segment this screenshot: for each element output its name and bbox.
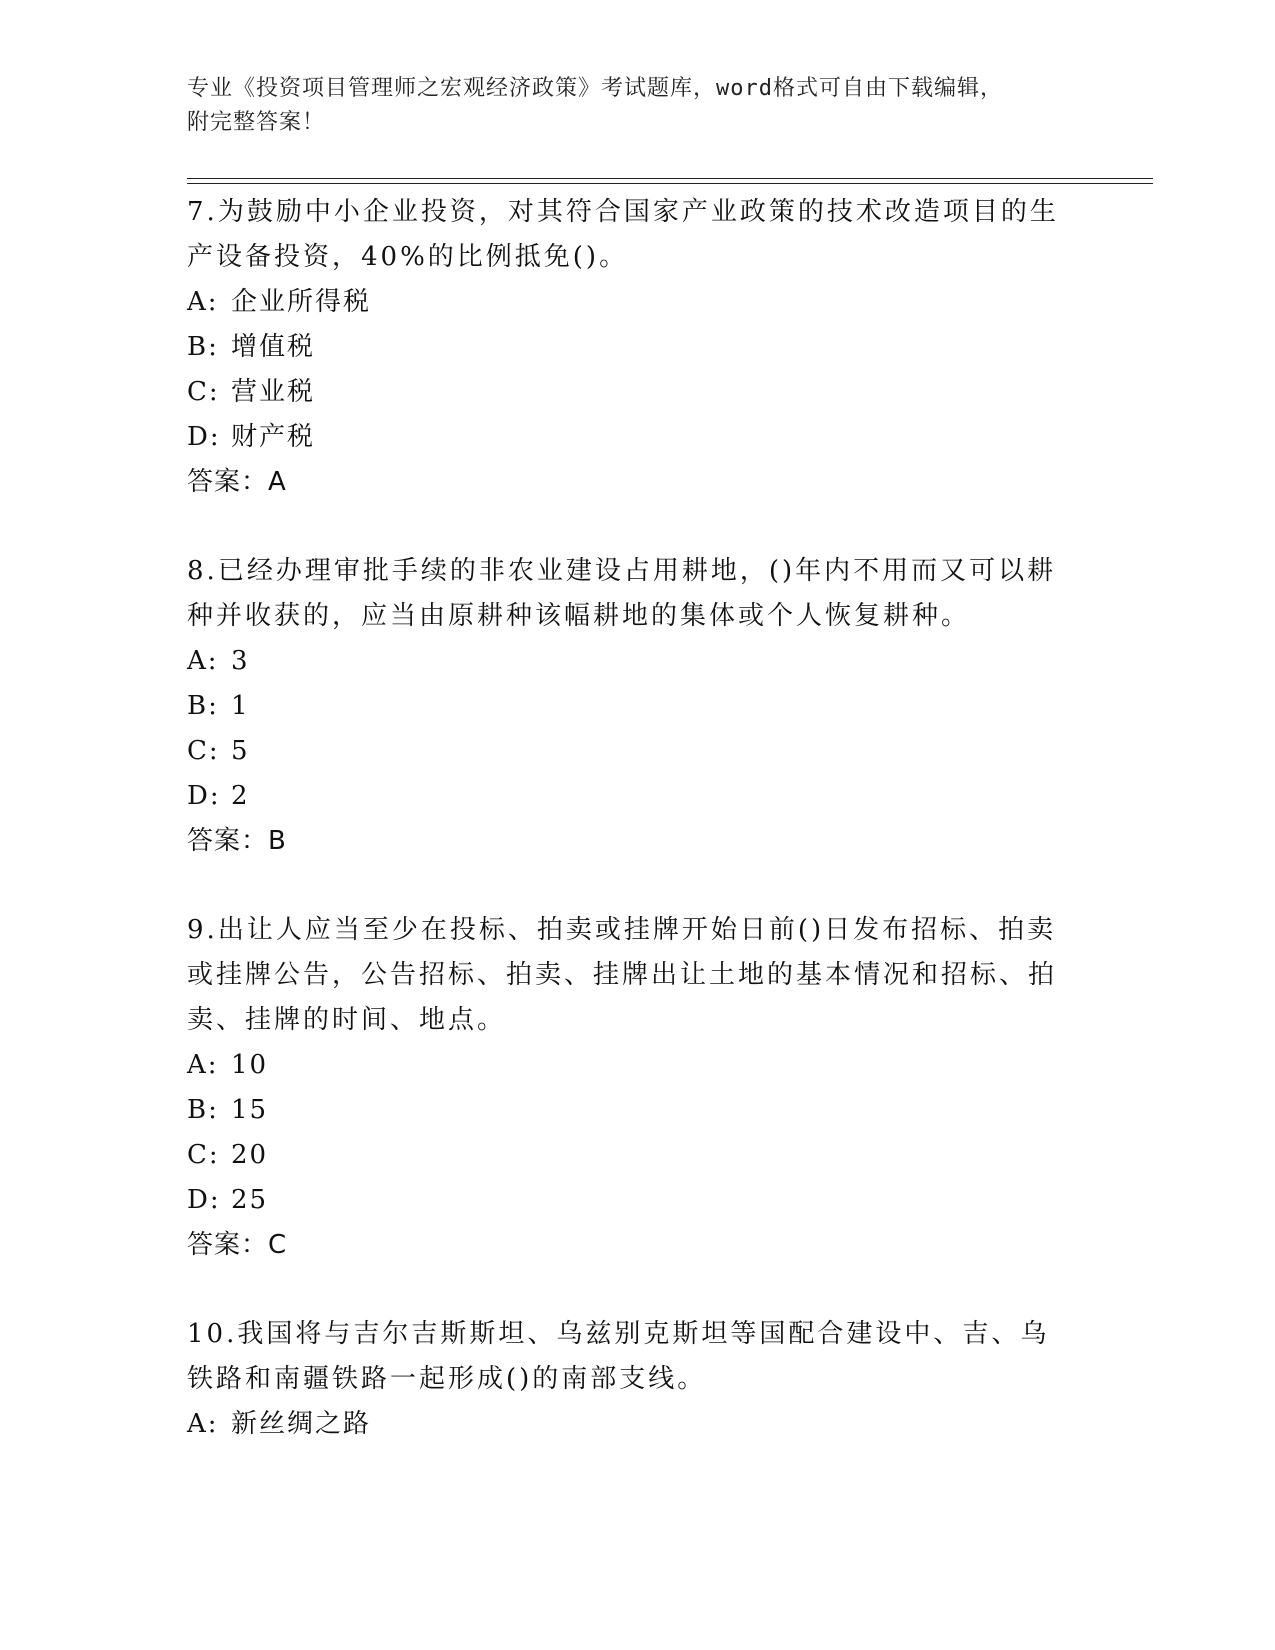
- option-text: 1: [231, 691, 250, 721]
- header-line-2: 附完整答案！: [187, 110, 326, 135]
- question-9: [187, 908, 1067, 1268]
- option-label: C:: [187, 1140, 220, 1170]
- question-text: 10.我国将与吉尔吉斯斯坦、乌兹别克斯坦等国配合建设中、吉、乌铁路和南疆铁路一起形成()的南部支线。: [187, 1319, 1050, 1394]
- option-text: 10: [231, 1050, 269, 1080]
- option-text: 企业所得税: [231, 287, 372, 317]
- option-a: [187, 280, 1067, 325]
- question-text: 9.出让人应当至少在投标、拍卖或挂牌开始日前()日发布招标、拍卖或挂牌公告，公告招标、拍卖、挂牌出让土地的基本情况和招标、拍卖、挂牌的时间、地点。: [187, 915, 1058, 1035]
- question-number: 9.: [187, 915, 218, 945]
- option-b: [187, 684, 1067, 729]
- option-label: C:: [187, 736, 220, 766]
- option-text: 新丝绸之路: [231, 1409, 372, 1439]
- option-text: 25: [231, 1185, 269, 1215]
- option-a: [187, 1043, 1067, 1088]
- option-d: [187, 774, 1067, 819]
- option-label: B:: [187, 691, 219, 721]
- option-label: A:: [187, 1409, 219, 1439]
- option-label: A:: [187, 287, 219, 317]
- question-list: [187, 190, 1067, 1491]
- question-number: 7.: [187, 197, 218, 227]
- option-label: A:: [187, 646, 219, 676]
- question-7: [187, 190, 1067, 505]
- question-text: 8.已经办理审批手续的非农业建设占用耕地，()年内不用而又可以耕种并收获的，应当由原耕种该幅耕地的集体或个人恢复耕种。: [187, 556, 1057, 631]
- option-c: [187, 370, 1067, 415]
- question-text: 7.为鼓励中小企业投资，对其符合国家产业政策的技术改造项目的生产设备投资，40%的比例抵免()。: [187, 197, 1059, 272]
- option-text: 2: [231, 781, 250, 811]
- option-text: 3: [231, 646, 250, 676]
- option-label: D:: [187, 1185, 221, 1215]
- header-line-1: 专业《投资项目管理师之宏观经济政策》考试题库，word格式可自由下载编辑，: [187, 76, 1003, 101]
- option-text: 财产税: [231, 422, 316, 452]
- question-number: 10.: [187, 1319, 238, 1349]
- option-a: [187, 1402, 1067, 1447]
- answer: 答案：A: [187, 467, 287, 497]
- header-divider-top: [187, 178, 1153, 179]
- option-label: B:: [187, 1095, 219, 1125]
- option-label: D:: [187, 781, 221, 811]
- option-text: 15: [231, 1095, 269, 1125]
- option-c: [187, 729, 1067, 774]
- option-b: [187, 1088, 1067, 1133]
- option-b: [187, 325, 1067, 370]
- option-label: C:: [187, 377, 220, 407]
- document-header: [187, 72, 1087, 140]
- option-text: 营业税: [231, 377, 316, 407]
- answer: 答案：C: [187, 1230, 288, 1260]
- question-number: 8.: [187, 556, 218, 586]
- option-label: A:: [187, 1050, 219, 1080]
- option-text: 20: [231, 1140, 269, 1170]
- question-10: [187, 1312, 1067, 1447]
- header-divider-bottom: [187, 183, 1153, 184]
- option-d: [187, 1178, 1067, 1223]
- option-c: [187, 1133, 1067, 1178]
- option-label: D:: [187, 422, 221, 452]
- option-a: [187, 639, 1067, 684]
- option-text: 增值税: [231, 332, 316, 362]
- option-d: [187, 415, 1067, 460]
- option-label: B:: [187, 332, 219, 362]
- option-text: 5: [231, 736, 250, 766]
- question-8: [187, 549, 1067, 864]
- answer: 答案：B: [187, 826, 287, 856]
